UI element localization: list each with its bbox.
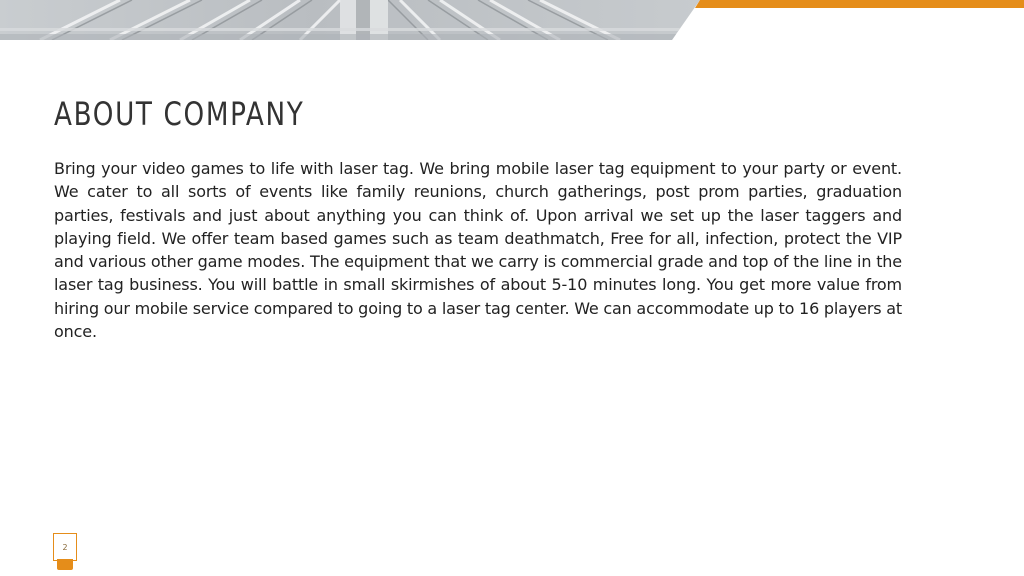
header-banner xyxy=(0,0,1024,42)
body-paragraph: Bring your video games to life with laser tag. We bring mobile laser tag equipment to your party or event. We cater to all sorts of events like family reunions, church gatherings, post prom parties, graduation parties, festivals and just about anything you can think of. Upon arrival we set up the laser taggers and playing field. We offer team based games such as team deathmatch, Free for all, infection, protect the VIP and various other game modes. The equipment that we carry is commercial grade and top of the line in the laser tag business. You will battle in small skirmishes of about 5-10 minutes long. You get more value from hiring our mobile service compared to going to a laser tag center. We can accommodate up to 16 players at once. xyxy=(54,159,902,342)
page-title: ABOUT COMPANY xyxy=(54,95,305,133)
page-number-tab xyxy=(57,559,73,570)
accent-bar xyxy=(695,0,1024,8)
header-photo xyxy=(0,0,1024,42)
page-number: 2 xyxy=(62,542,68,552)
page-number-box xyxy=(53,533,77,561)
